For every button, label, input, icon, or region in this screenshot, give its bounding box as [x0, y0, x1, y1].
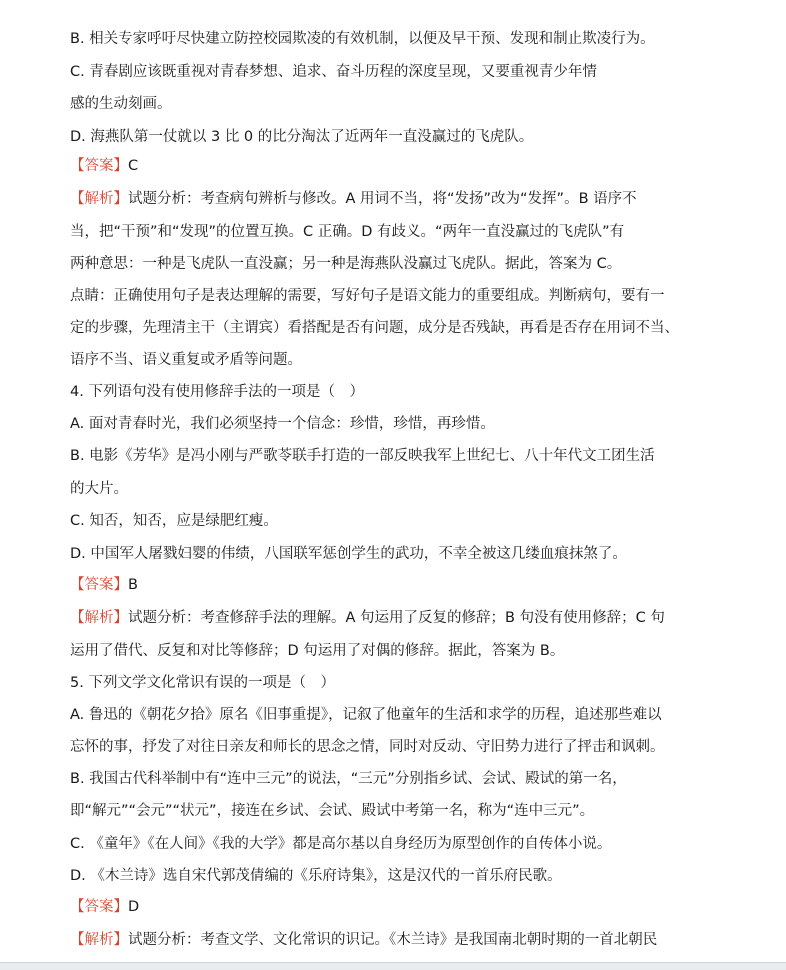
text-line: B. 我国古代科举制中有“连中三元”的说法，“三元”分别指乡试、会试、殿试的第一名，	[70, 771, 627, 787]
answer-tag: 【答案】	[70, 577, 128, 593]
analysis-line: 【解析】试题分析：考查修辞手法的理解。A 句运用了反复的修辞；B 句没有使用修辞；C 句	[70, 610, 665, 626]
text-line: 感的生动刻画。	[70, 96, 172, 112]
analysis-tag: 【解析】	[70, 610, 128, 626]
text-line: 两种意思：一种是飞虎队一直没赢；另一种是海燕队没赢过飞虎队。据此，答案为 C。	[70, 256, 622, 272]
answer-line: 【答案】C	[70, 158, 139, 174]
text-line: 当，把“干预”和“发现”的位置互换。C 正确。D 有歧义。“两年一直没赢过的飞虎队”有	[70, 224, 625, 240]
answer-tag: 【答案】	[70, 158, 128, 174]
analysis-line: 【解析】试题分析：考查病句辨析与修改。A 用词不当，将“发扬”改为“发挥”。B 语序不	[70, 191, 637, 207]
text-line: C. 知否，知否，应是绿肥红瘦。	[70, 513, 278, 529]
text-line: C. 青春剧应该既重视对青春梦想、追求、奋斗历程的深度呈现，又要重视青少年情	[70, 64, 597, 80]
text-line: 的大片。	[70, 481, 128, 497]
text-line: D. 中国军人屠戮妇婴的伟绩，八国联军惩创学生的武功，不幸全被这几缕血痕抹煞了。	[70, 546, 627, 562]
text-line: 定的步骤，先理清主干（主谓宾）看搭配是否有问题，成分是否残缺，再看是否存在用词不当、	[70, 320, 679, 336]
text-line: A. 鲁迅的《朝花夕拾》原名《旧事重提》，记叙了他童年的生活和求学的历程，追述那些难以	[70, 707, 662, 723]
text-line: D. 《木兰诗》选自宋代郭茂倩编的《乐府诗集》，这是汉代的一首乐府民歌。	[70, 868, 562, 884]
text-line: C. 《童年》《在人间》《我的大学》都是高尔基以自身经历为原型创作的自传体小说。	[70, 836, 612, 852]
question-heading: 4. 下列语句没有使用修辞手法的一项是（ ）	[70, 384, 364, 400]
text-line: 忘怀的事，抒发了对往日亲友和师长的思念之情，同时对反动、守旧势力进行了抨击和讽刺。	[70, 739, 665, 755]
text-line: B. 电影《芳华》是冯小刚与严歌苓联手打造的一部反映我军上世纪七、八十年代文工团生活	[70, 448, 655, 464]
text-line: 语序不当、语义重复或矛盾等问题。	[70, 352, 302, 368]
text-line: A. 面对青春时光，我们必须坚持一个信念：珍惜，珍惜，再珍惜。	[70, 416, 495, 432]
analysis-tag: 【解析】	[70, 932, 128, 948]
text-line: 即“解元”“会元”“状元”，接连在乡试、会试、殿试中考第一名，称为“连中三元”。	[70, 803, 595, 819]
text-line: 点睛：正确使用句子是表达理解的需要，写好句子是语文能力的重要组成。判断病句，要有一	[70, 288, 665, 304]
analysis-tag: 【解析】	[70, 191, 128, 207]
answer-line: 【答案】D	[70, 899, 140, 915]
answer-line: 【答案】B	[70, 577, 138, 593]
analysis-line: 【解析】试题分析：考查文学、文化常识的识记。《木兰诗》是我国南北朝时期的一首北朝民	[70, 932, 658, 948]
question-heading: 5. 下列文学文化常识有误的一项是（ ）	[70, 675, 335, 691]
text-line: 运用了借代、反复和对比等修辞；D 句运用了对偶的修辞。据此，答案为 B。	[70, 643, 565, 659]
text-line: D. 海燕队第一仗就以 3 比 0 的比分淘汰了近两年一直没赢过的飞虎队。	[70, 129, 534, 145]
text-line: B. 相关专家呼吁尽快建立防控校园欺凌的有效机制，以便及早干预、发现和制止欺凌行为。	[70, 31, 655, 47]
answer-tag: 【答案】	[70, 899, 128, 915]
